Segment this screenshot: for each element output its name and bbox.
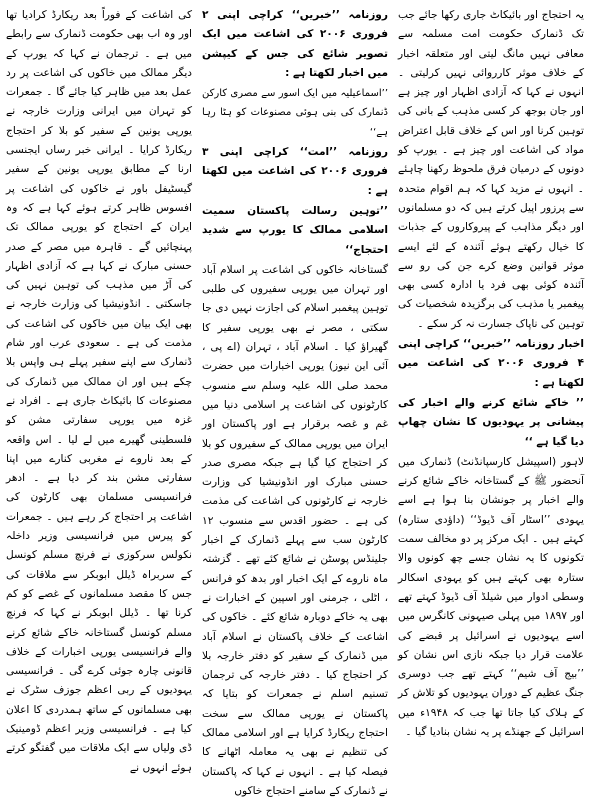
paragraph: گستاخانہ خاکوں کی اشاعت پر اسلام آباد اور تہران میں یورپی سفیروں کی طلبی توہین پیغمبر اسلام کی اجازت نہیں دی جا سکتی ، مصر نے بھی یورپی سفیر کا گھیراؤ کیا ۔ اسلام آباد ، تہران (اے پی ، آئی این نیوز) یورپی اخبارات میں حضرت محمد صلی اللہ علیہ وسلم سے منسوب کارٹونوں کی اشاعت پر اسلامی دنیا میں غم و غصہ برقرار ہے اور پاکستان اور ایران میں یورپی ممالک کے سفیروں کو بلا کر احتجاج کیا گیا ہے جبکہ مصری صدر حسنی مبارک اور انڈونیشیا کی وزارت خارجہ نے کارٹونوں کی اشاعت کی مذمت کی ہے ۔ حضور اقدس سے منسوب ۱۲ کارٹون سب سے پہلے ڈنمارک کے اخبار جلینڈس پوسٹن نے شائع کئے تھے ۔ گزشتہ ماہ ناروے کے ایک اخبار اور بدھ کو فرانس ، اٹلی ، جرمنی اور اسپین کے اخبارات نے بھی یہ خاکے دوبارہ شائع کئے ۔ خاکوں کی اشاعت کے خلاف پاکستان نے اسلام آباد میں ڈنمارک کے سفیر کو دفتر خارجہ بلا کر احتجاج کیا ۔ دفتر خارجہ کی ترجمان تسنیم اسلم نے جمعرات کو بتایا کہ پاکستان نے یورپی ممالک سے سخت احتجاج ریکارڈ کرایا ہے اور اسلامی ممالک کی تنظیم نے بھی یہ معاملہ اٹھانے کا فیصلہ کیا ہے ۔ انہوں نے کہا کہ پاکستان نے ڈنمارک کے سامنے احتجاج خاکوں <box>202 263 388 797</box>
column-left <box>6 6 192 774</box>
column-middle <box>202 6 389 797</box>
paragraph: لاہور (اسپیشل کارسپانڈنٹ) ڈنمارک میں آنحضور ﷺ کے گستاخانہ خاکے شائع کرنے والے اخبار پر جونشان بنا ہوا ہے اسے یہودی ’’اسٹار آف ڈیوڈ‘‘ (داؤدی ستارہ) کہتے ہیں ۔ ایک مرکز پر دو مخالف سمت تکونوں کا یہ نشان جسے چھ کونوں والا ستارہ بھی کہتے ہیں کو یہودی اسکالر وسطی ادوار میں شیلڈ آف ڈیوڈ کہتے تھے اور ۱۸۹۷ میں پہلی صیہونی کانگرس میں اسے یہودیوں نے اسرائیل پر قبضے کی علامت قرار دیا جبکہ نازی اس نشان کو ’’بیج آف شیم‘‘ کہتے تھے جب دوسری جنگ عظیم کے دوران یہودیوں کو تلاش کر کے ہلاک کیا جاتا تھا جب کہ ۱۹۴۸ء میں اسرائیل کے جھنڈے پر یہ نشان بنادیا گیا ۔ <box>398 455 584 738</box>
source-heading: روزنامہ ’’امت‘‘ کراچی اپنی ۳ فروری ۲۰۰۶ کی اشاعت میں لکھتا ہے : <box>202 146 388 197</box>
quoted-headline: ’’توہین رسالت پاکستان سمیت اسلامی ممالک کا یورپ سے شدید احتجاج‘‘ <box>202 204 388 256</box>
column-right <box>398 6 584 766</box>
paragraph: یہ احتجاج اور بائیکاٹ جاری رکھا جائے جب تک ڈنمارک حکومت امت مسلمہ سے معافی نہیں مانگ لیتی اور متعلقہ اخبار کے خلاف موثر کارروائی نہیں کرلیتی ۔ انہوں نے کہا کہ آزادی اظہار اور چیز ہے اور جان بوجھ کر کسی مذہب کے بانی کی توہین کرنا اور اس کے خلاف قابل اعتراض مواد کی اشاعت اور چیز ہے ۔ یورپ کو دونوں کے درمیان فرق ملحوظ رکھنا چاہئے ۔ انہوں نے مزید کہا کہ ہم اقوام متحدہ سے پرزور اپیل کرتے ہیں کہ دو مسلمانوں اور دیگر مذاہب کے پیروکاروں کے جذبات کا خیال رکھتے ہوئے آئندہ کے لئے ایسے موثر قوانین وضع کرے جن کی رو سے آئندہ کوئی بھی فرد یا ادارہ کسی بھی پیغمبر یا مذہب کی برگزیدہ شخصیات کی توہین کی ناپاک جسارت نہ کر سکے ۔ <box>398 9 584 330</box>
paragraph: کی اشاعت کے فوراً بعد ریکارڈ کرادیا تھا اور وہ اب بھی حکومت ڈنمارک سے رابطے میں ہے ۔ ترجمان نے کہا کہ یورپ کے دیگر ممالک میں خاکوں کی اشاعت پر رد عمل بعد میں ظاہر کیا جائے گا ۔ جمعرات کو تہران میں ایرانی وزارت خارجہ نے یورپی یونین کے سفیر کو بلا کر احتجاج ریکارڈ کرایا ۔ ایرانی خبر رساں ایجنسی ارنا کے مطابق یورپی یونین کے سفیر گیسٹیفل باور نے خاکوں کی اشاعت پر افسوس ظاہر کرتے ہوئے کہا ہے کہ وہ ایران کے احتجاج کو یورپی ممالک تک پہنچائیں گے ۔ قاہرہ میں مصر کے صدر حسنی مبارک نے کہا ہے کہ آزادی اظہار کی آڑ میں مذہب کی توہین نہیں کی جاسکتی ۔ انڈونیشیا کی وزارت خارجہ نے بھی ایک بیان میں خاکوں کی اشاعت کی مذمت کی ہے ۔ سعودی عرب اور شام ڈنمارک سے اپنے سفیر پہلے ہی واپس بلا چکے ہیں اور ان ممالک میں ڈنمارک کی مصنوعات کا بائیکاٹ جاری ہے ۔ افراد نے غزہ میں یورپی سفارتی مشن کو فلسطینی گھیرے میں لے لیا ۔ اس واقعہ کے بعد ناروے نے مغربی کنارے میں اپنا سفارتی مشن بند کر دیا ہے ۔ ادھر فرانسیسی مسلمان بھی کارٹون کی اشاعت پر احتجاج کر رہے ہیں ۔ جمعرات کو پیرس میں فرانسیسی وزیر داخلہ نکولس سرکوزی نے فرنچ مسلم کونسل کے سربراہ ڈیلل ابوبکر سے ملاقات کی جس کا مقصد مسلمانوں کے غصے کو کم کرنا تھا ۔ ڈیلل ابوبکر نے کہا کہ فرنچ مسلم کونسل گستاخانہ خاکے شائع کرنے والے فرانسیسی یورپی اخبارات کے خلاف قانونی چارہ جوئی کرے گی ۔ فرانسیسی یہودیوں کے ربی اعظم جوزف سٹرک نے بھی مسلمانوں کے ساتھ ہمدردی کا اعلان کیا ہے ۔ فرانسیسی وزیر اعظم ڈومینیک ڈی ولیاں سے ایک ملاقات میں گفتگو کرتے ہوئے انہوں نے <box>6 9 192 774</box>
source-heading: اخبار روزنامہ ’’خبریں‘‘ کراچی اپنی ۴ فروری ۲۰۰۶ کی اشاعت میں لکھتا ہے : <box>398 338 585 389</box>
quoted-headline: ’’ خاکے شائع کرنے والے اخبار کی پیشانی پر یہودیوں کا نشان چھاپ دیا گیا ہے ‘‘ <box>398 396 584 448</box>
photo-caption: ’’اسماعیلیہ میں ایک اسور سے مصری کارکن ڈنمارک کی بنی ہوئی مصنوعات کو ہٹا رہا ہے‘‘ <box>202 88 388 138</box>
source-heading: روزنامہ ’’خبریں‘‘ کراچی اپنی ۲ فروری ۲۰۰۶ کی اشاعت میں ایک تصویر شائع کی جس کے کیپشن میں اخبار لکھتا ہے : <box>202 9 389 79</box>
